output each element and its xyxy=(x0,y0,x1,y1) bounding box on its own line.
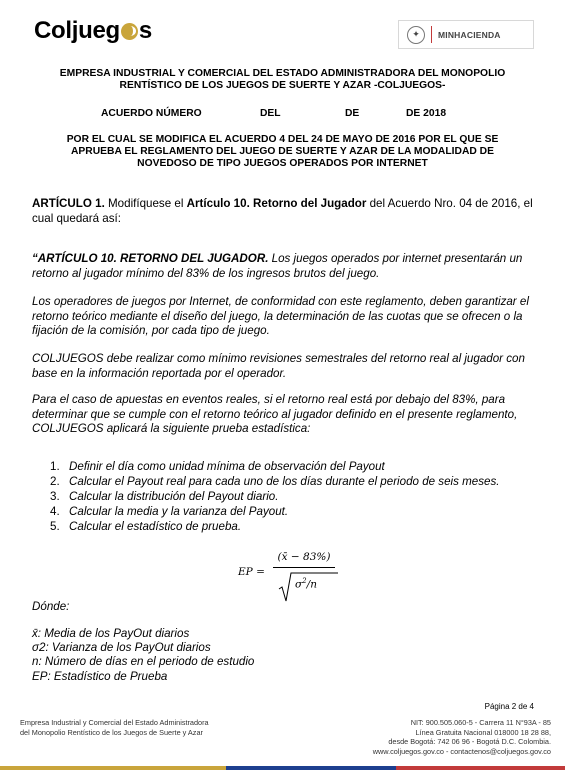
fraction-bar xyxy=(273,567,335,568)
list-item: 2. Calcular el Payout real para cada uno de los días durante el periodo de seis meses. xyxy=(50,475,500,488)
logo-divider xyxy=(431,26,432,43)
test-statistic-formula: EP = (x̄ − 83%) $\sigma^2/n$ xyxy=(238,551,348,606)
list-item: σ2: Varianza de los PayOut diarios xyxy=(32,641,211,655)
paragraph-operators: Los operadores de juegos por Internet, de conformidad con este reglamento, deben garantizar el retorno teórico mediante el diseño del juego, la determinación de las cuotas que se ofrecen o la fijación de la comisión, por cada tipo de juego. xyxy=(32,295,529,337)
footer-color-bar xyxy=(0,766,565,770)
list-item: x̄: Media de los PayOut diarios xyxy=(32,627,190,640)
article-10-quote: “ARTÍCULO 10. RETORNO DEL JUGADOR. Los juegos operados por internet presentarán un retorno al jugador mínimo del 83% de los ingresos brutos del juego. xyxy=(32,252,523,280)
footer-links[interactable]: www.coljuegos.gov.co - contactenos@coljuegos.gov.co xyxy=(372,746,551,756)
footer-company: Empresa Industrial y Comercial del Estado Administradora del Monopolio Rentístico de los Juegos de Suerte y Azar xyxy=(20,718,209,737)
list-item: EP: Estadístico de Prueba xyxy=(32,669,168,683)
ministry-name: MINHACIENDA xyxy=(438,29,501,40)
list-item: 5. Calcular el estadístico de prueba. xyxy=(50,520,242,533)
where-label: Dónde: xyxy=(32,600,70,613)
agreement-subject: POR EL CUAL SE MODIFICA EL ACUERDO 4 DEL 24 DE MAYO DE 2016 POR EL QUE SE APRUEBA EL REGLAMENTO DEL JUEGO DE SUERTE Y AZAR DE LA MODALIDAD DE NOVEDOSO DE TIPO JUEGOS OPERADOS POR INTERNET xyxy=(66,134,499,169)
paragraph-review: COLJUEGOS debe realizar como mínimo revisiones semestrales del retorno real al jugador con base en la información reportada por el operador. xyxy=(32,352,525,380)
article-1: ARTÍCULO 1. Modifíquese el Artículo 10. Retorno del Jugador del Acuerdo Nro. 04 de 2016, el cual quedará así: xyxy=(32,197,533,225)
footer-bar-gold xyxy=(0,766,226,770)
organization-title: EMPRESA INDUSTRIAL Y COMERCIAL DEL ESTADO ADMINISTRADORA DEL MONOPOLIO RENTÍSTICO DE LOS JUEGOS DE SUERTE Y AZAR -COLJUEGOS- xyxy=(59,68,506,91)
paragraph-real-events: Para el caso de apuestas en eventos reales, si el retorno real está por debajo del 83%, para determinar que se cumple con el retorno teórico al jugador definido en el presente reglamento, COLJUEGOS aplicará la siguiente prueba estadística: xyxy=(32,393,518,435)
steps-list xyxy=(50,459,500,534)
minhacienda-logo xyxy=(398,20,534,49)
definitions-list xyxy=(32,627,254,684)
page-number: Página 2 de 4 xyxy=(484,702,534,711)
list-item: 3. Calcular la distribución del Payout diario. xyxy=(50,490,279,503)
list-item: 4. Calcular la media y la varianza del Payout. xyxy=(50,505,289,518)
coljuegos-logo-mark-icon xyxy=(121,23,138,40)
list-item: n: Número de días en el periodo de estudio xyxy=(32,655,255,669)
colombia-seal-icon: ✦ xyxy=(407,26,425,44)
list-item: 1. Definir el día como unidad mínima de observación del Payout xyxy=(50,460,385,473)
footer-contact: NIT: 900.505.060-5 - Carrera 11 N°93A - 85 Línea Gratuita Nacional 018000 18 28 88, desde Bogotá: 742 06 96 - Bogotá D.C. Colombia. www.coljuegos.gov.co - contactenos@coljuegos.gov.co xyxy=(372,718,551,756)
footer-bar-blue xyxy=(226,766,396,770)
footer-bar-red xyxy=(396,766,565,770)
coljuegos-logo: Coljueg s xyxy=(34,17,152,44)
